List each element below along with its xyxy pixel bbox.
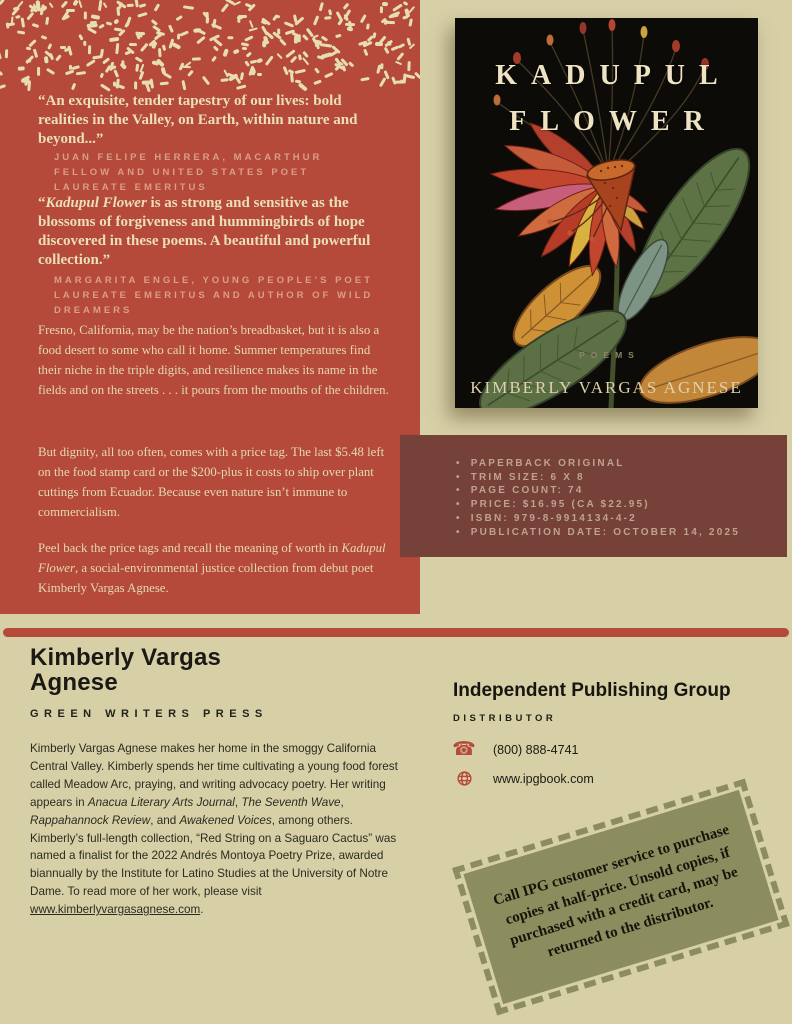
book-cover	[455, 18, 758, 408]
website-contact-row	[452, 770, 594, 787]
distributor-label: DISTRIBUTOR	[453, 713, 557, 724]
confetti-dash	[398, 43, 406, 49]
confetti-dash	[359, 14, 366, 23]
confetti-dash	[290, 55, 297, 62]
confetti-dash	[45, 16, 50, 24]
author-name-heading: Kimberly Vargas Agnese	[30, 644, 222, 696]
text-segment: ,	[234, 795, 242, 809]
confetti-dash	[211, 55, 217, 62]
confetti-dash	[395, 60, 402, 65]
distributor-heading: Independent Publishing Group	[453, 680, 731, 701]
confetti-dash	[257, 58, 264, 63]
text-segment: , among others. Kimberly’s full-length collection, “Red String on a Saguaro Cactus” was named a finalist for the 2022 Andrés Montoya Poetry Prize, awarded biannually by the Institute for Latino Studies at the University of Notre Dame. To read more of her work, please visit	[30, 813, 397, 899]
confetti-dash	[5, 49, 9, 58]
confetti-dash	[245, 52, 251, 58]
confetti-dash	[376, 65, 381, 75]
book-details-box	[400, 435, 787, 557]
confetti-dash	[15, 14, 21, 19]
confetti-dash	[182, 66, 191, 69]
confetti-dash	[0, 84, 6, 89]
confetti-dash	[242, 47, 248, 50]
confetti-dash	[328, 9, 332, 16]
confetti-dash	[60, 46, 66, 49]
confetti-dash	[46, 67, 56, 75]
confetti-dash	[87, 24, 98, 29]
confetti-dash	[206, 12, 209, 23]
confetti-dash	[102, 3, 107, 9]
confetti-dash	[403, 1, 409, 6]
confetti-dash	[249, 20, 254, 28]
confetti-dash	[26, 55, 35, 64]
confetti-dash	[160, 81, 169, 85]
confetti-dash	[322, 43, 332, 47]
cover-title-line-2: FLOWER	[509, 106, 718, 137]
confetti-dash	[180, 30, 189, 36]
body-paragraph-3	[38, 538, 396, 598]
confetti-dash	[399, 80, 406, 84]
cover-title-line-1: KADUPUL	[495, 60, 732, 91]
confetti-dash	[44, 56, 49, 63]
confetti-dash	[363, 48, 369, 56]
publisher-name: GREEN WRITERS PRESS	[30, 708, 268, 720]
detail-item: • ISBN: 979-8-9914134-4-2	[456, 512, 787, 526]
confetti-dash	[278, 28, 281, 34]
text-segment: , and	[150, 813, 180, 827]
confetti-dash	[0, 51, 2, 58]
left-red-panel	[0, 0, 420, 614]
confetti-dash	[90, 20, 97, 24]
confetti-dash	[375, 41, 383, 45]
quote-2	[38, 194, 396, 270]
confetti-dash	[408, 19, 412, 27]
text-segment: ,	[340, 795, 344, 809]
confetti-dash	[271, 15, 277, 22]
confetti-dash	[38, 67, 41, 76]
text-segment: Rappahannock Review	[30, 813, 151, 827]
confetti-dash	[317, 56, 325, 61]
confetti-dash	[324, 72, 334, 78]
confetti-dash	[31, 23, 39, 28]
confetti-dash	[336, 11, 344, 22]
confetti-dash	[279, 38, 287, 46]
cover-author-name: KIMBERLY VARGAS AGNESE	[470, 378, 743, 397]
body-paragraph-2: But dignity, all too often, comes with a price tag. The last $5.48 left on the food stamp card or the $200-plus it costs to ship over plant cuttings from Ecuador. Because even nature isn’t immune to commercialism.	[38, 445, 385, 519]
confetti-dash	[175, 15, 182, 21]
confetti-dash	[329, 50, 338, 57]
confetti-dash	[113, 69, 119, 78]
confetti-dash	[135, 56, 143, 62]
confetti-dash	[83, 12, 86, 20]
confetti-dash	[240, 72, 244, 81]
text-segment: Kadupul Flower	[45, 195, 147, 211]
confetti-dash	[115, 43, 119, 54]
confetti-dash	[41, 35, 48, 40]
author-bio	[30, 740, 406, 919]
confetti-dash	[27, 12, 35, 21]
confetti-dash	[406, 37, 411, 45]
confetti-dash	[324, 16, 332, 20]
globe-icon	[452, 770, 476, 787]
confetti-dash	[134, 82, 137, 90]
confetti-dash	[36, 1, 41, 12]
return-policy-stamp	[452, 779, 790, 1016]
text-segment: is as strong and sensitive as the blossoms of forgiveness and hummingbirds of hope discovered in these poems. A beautiful and powerful collection.”	[38, 195, 371, 268]
confetti-dash	[0, 71, 4, 77]
text-segment: Kadupul Flower	[38, 541, 386, 575]
confetti-dash	[18, 66, 25, 70]
confetti-dash	[314, 67, 320, 73]
confetti-dash	[100, 83, 110, 91]
quote-1-attribution: JUAN FELIPE HERRERA, MACARTHUR FELLOW AND UNITED STATES POET LAUREATE EMERITUS	[54, 152, 323, 193]
confetti-dash	[250, 60, 257, 65]
confetti-dash	[163, 72, 172, 79]
phone-number: (800) 888-4741	[493, 742, 579, 757]
confetti-dash	[60, 1, 68, 9]
confetti-dash	[17, 31, 26, 36]
confetti-dash	[182, 6, 193, 11]
detail-item: • PAPERBACK ORIGINAL	[456, 457, 787, 471]
confetti-dash	[251, 67, 255, 73]
confetti-dash	[140, 43, 149, 53]
confetti-dash	[366, 24, 370, 30]
text-segment: .	[200, 903, 204, 917]
confetti-dash	[72, 65, 80, 70]
confetti-dash	[98, 0, 102, 10]
confetti-dash	[137, 11, 148, 17]
confetti-dash	[257, 73, 263, 76]
confetti-dash	[201, 76, 209, 86]
confetti-dash	[126, 16, 132, 26]
confetti-dash	[262, 40, 266, 47]
section-divider	[3, 628, 789, 637]
confetti-dash	[397, 52, 405, 61]
text-segment: , a social-environmental justice collection from debut poet Kimberly Vargas Agnese.	[38, 561, 374, 595]
confetti-dash	[86, 60, 96, 68]
confetti-dash	[302, 34, 309, 41]
confetti-dash	[335, 33, 342, 38]
confetti-dash	[102, 57, 110, 65]
confetti-dash	[66, 9, 75, 12]
confetti-dash	[177, 34, 180, 40]
confetti-dash	[294, 79, 301, 83]
confetti-dash	[235, 85, 246, 90]
confetti-dash	[91, 14, 100, 19]
confetti-dash	[114, 27, 122, 31]
confetti-dash	[73, 0, 79, 7]
text-segment: Kimberly Vargas Agnese makes her home in the smoggy California Central Valley. Kimberly spends her time cultivating a young food forest called Meadow Arc, praying, and writing advocacy poetry. Her writing appears in	[30, 742, 398, 809]
confetti-dash	[313, 15, 319, 26]
confetti-dash	[382, 2, 388, 6]
confetti-dash	[386, 21, 395, 24]
confetti-dash	[227, 36, 233, 39]
confetti-dash	[298, 54, 302, 61]
confetti-dash	[243, 35, 253, 42]
confetti-dash	[408, 61, 411, 72]
confetti-dash	[276, 53, 283, 60]
confetti-dash	[213, 45, 219, 51]
distributor-website-link[interactable]: www.ipgbook.com	[493, 771, 594, 786]
confetti-dash	[134, 0, 139, 8]
text-segment: “	[38, 195, 46, 211]
confetti-dash	[288, 69, 295, 74]
confetti-dash	[49, 2, 54, 8]
confetti-dash	[129, 43, 137, 46]
confetti-dash	[87, 45, 91, 54]
confetti-dash	[27, 82, 30, 91]
confetti-dash	[28, 39, 36, 47]
confetti-dash	[83, 40, 86, 46]
confetti-dash	[384, 47, 390, 55]
confetti-dash	[113, 19, 119, 25]
confetti-dash	[302, 57, 309, 65]
confetti-dash	[156, 58, 165, 67]
confetti-dash	[298, 82, 308, 91]
author-website-link[interactable]: www.kimberlyvargasagnese.com	[30, 903, 201, 917]
confetti-pattern	[0, 0, 420, 94]
confetti-dash	[109, 38, 120, 43]
confetti-dash	[55, 54, 62, 61]
confetti-dash	[127, 4, 134, 7]
text-segment: The Seventh Wave	[241, 795, 341, 809]
confetti-dash	[196, 36, 205, 44]
confetti-dash	[99, 23, 105, 28]
confetti-dash	[157, 48, 161, 57]
confetti-dash	[402, 16, 409, 21]
stamp-text: Call IPG customer service to purchase copies at half-price. Unsold copies, if purchased with a credit card, may be returned to the distributor.	[491, 821, 740, 960]
confetti-dash	[106, 21, 112, 25]
confetti-dash	[232, 49, 239, 55]
body-paragraph-1: Fresno, California, may be the nation’s breadbasket, but it is also a food desert to some who call it home. Summer temperatures find their niche in the triple digits, and resilience makes its name in the fields and on the streets . . . it pours from the mouths of the children.	[38, 323, 389, 397]
text-segment: Anacua Literary Arts Journal	[87, 795, 235, 809]
confetti-dash	[295, 69, 306, 74]
confetti-dash	[294, 35, 298, 44]
confetti-dash	[0, 0, 5, 6]
confetti-dash	[223, 48, 229, 57]
confetti-dash	[99, 48, 103, 56]
cover-poems-label: POEMS	[579, 350, 640, 360]
confetti-dash	[318, 2, 323, 11]
confetti-dash	[409, 6, 416, 13]
confetti-dash	[20, 17, 24, 27]
confetti-dash	[187, 70, 194, 77]
confetti-dash	[154, 3, 160, 11]
confetti-dash	[414, 71, 420, 78]
confetti-dash	[67, 46, 73, 56]
confetti-dash	[181, 79, 186, 90]
detail-item: • PRICE: $16.95 (CA $22.95)	[456, 498, 787, 512]
confetti-dash	[192, 56, 201, 60]
text-segment: Peel back the price tags and recall the meaning of worth in	[38, 541, 342, 555]
confetti-dash	[284, 21, 294, 27]
confetti-dash	[161, 45, 166, 51]
confetti-dash	[99, 72, 104, 78]
text-segment: Awakened Voices	[179, 813, 272, 827]
detail-item: • PAGE COUNT: 74	[456, 484, 787, 498]
confetti-dash	[220, 3, 229, 13]
confetti-dash	[78, 34, 83, 41]
confetti-dash	[48, 43, 53, 49]
confetti-dash	[380, 6, 383, 13]
confetti-dash	[249, 27, 258, 32]
confetti-dash	[65, 70, 75, 76]
detail-item: • PUBLICATION DATE: OCTOBER 14, 2025	[456, 526, 787, 540]
confetti-dash	[167, 24, 173, 32]
detail-item: • TRIM SIZE: 6 X 8	[456, 471, 787, 485]
confetti-dash	[361, 77, 370, 81]
confetti-dash	[313, 80, 321, 85]
phone-contact-row	[452, 740, 578, 759]
confetti-dash	[139, 3, 147, 8]
confetti-dash	[87, 27, 97, 34]
confetti-dash	[389, 14, 399, 18]
confetti-dash	[321, 35, 328, 41]
confetti-dash	[237, 16, 243, 20]
confetti-dash	[26, 47, 32, 51]
confetti-dash	[76, 71, 86, 75]
quote-2-attribution: MARGARITA ENGLE, YOUNG PEOPLE’S POET LAUREATE EMERITUS AND AUTHOR OF WILD DREAMERS	[54, 275, 374, 316]
confetti-dash	[70, 82, 75, 90]
confetti-dash	[150, 78, 154, 88]
book-details-list	[400, 435, 787, 539]
confetti-dash	[265, 56, 274, 66]
quote-1: “An exquisite, tender tapestry of our lives: bold realities in the Valley, on Earth, within nature and beyond...”	[38, 93, 358, 147]
confetti-dash	[6, 22, 9, 28]
phone-icon: ☎	[452, 739, 476, 760]
confetti-dash	[172, 42, 182, 49]
confetti-dash	[347, 20, 351, 28]
